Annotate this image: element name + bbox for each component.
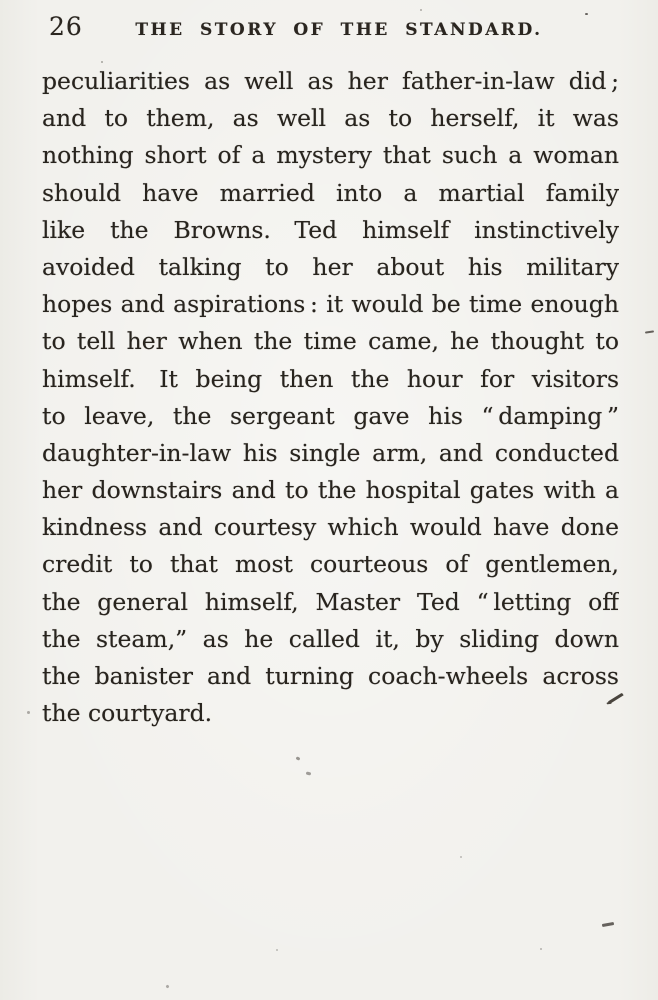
text-line: avoided talking to her about his military (42, 252, 619, 281)
ink-speck (101, 61, 103, 63)
ink-speck (27, 711, 30, 714)
ink-speck (540, 948, 542, 950)
text-line: hopes and aspirations : it would be time enough (42, 290, 619, 319)
text-line: credit to that most courteous of gentlemen, (42, 550, 619, 579)
text-line: the courtyard. (42, 699, 213, 728)
ink-speck (306, 771, 312, 775)
ink-speck (420, 9, 422, 11)
text-line: should have married into a martial family (42, 178, 619, 207)
text-line: peculiarities as well as her father-in-law did ; (42, 67, 619, 95)
text-line: daughter-in-law his single arm, and conducted (42, 438, 619, 467)
body-text (42, 63, 619, 732)
text-line: to tell her when the time came, he thought to (42, 327, 619, 356)
ink-speck (602, 922, 614, 927)
ink-speck (460, 856, 462, 858)
ink-speck (165, 984, 169, 988)
text-line: the steam,” as he called it, by sliding down (42, 624, 619, 653)
page-number: 26 (49, 12, 83, 41)
text-line: and to them, as well as to herself, it was (42, 104, 619, 133)
ink-speck (276, 949, 278, 951)
text-line: like the Browns. Ted himself instinctively (42, 215, 619, 244)
text-line: kindness and courtesy which would have done (42, 513, 619, 542)
ink-speck (585, 13, 588, 15)
ink-speck (645, 330, 654, 333)
text-line: the general himself, Master Ted “ letting off (42, 587, 619, 616)
text-line: her downstairs and to the hospital gates with a (42, 476, 619, 505)
text-line: nothing short of a mystery that such a woman (42, 141, 619, 170)
ink-speck (296, 756, 301, 760)
page-header (0, 0, 658, 52)
text-line: the banister and turning coach-wheels across (42, 662, 619, 690)
text-line: himself. It being then the hour for visitors (42, 364, 619, 393)
running-title: THE STORY OF THE STANDARD. (135, 20, 543, 40)
text-line: to leave, the sergeant gave his “ damping ” (42, 401, 619, 430)
